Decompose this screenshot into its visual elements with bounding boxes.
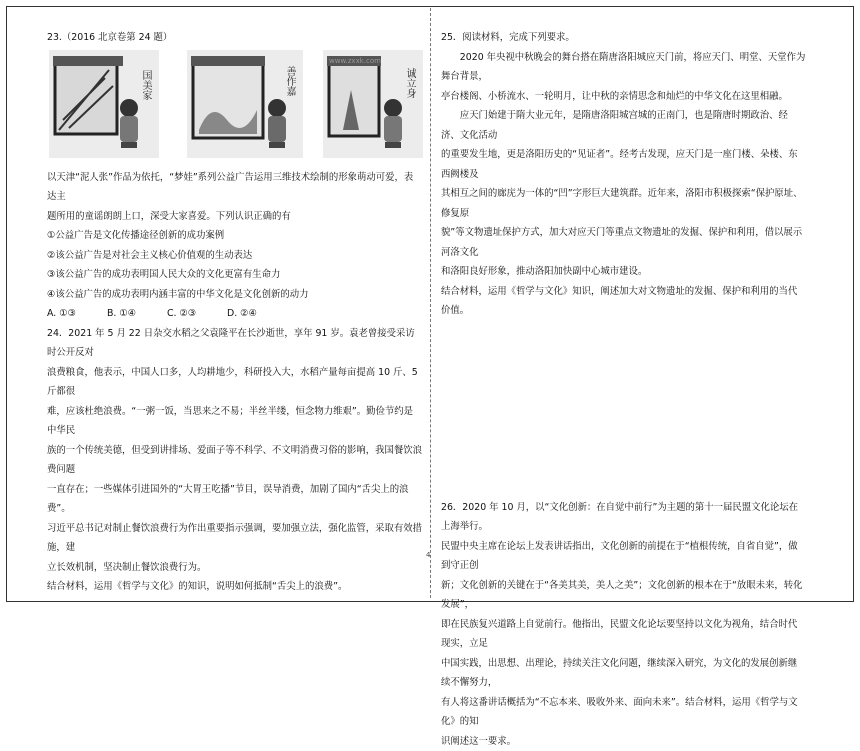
q23-image-1 <box>49 50 159 158</box>
q23-choice: ①公益广告是文化传播途径创新的成功案例 <box>47 226 422 246</box>
option-d: D. ②④ <box>227 304 287 324</box>
q23-choice: ④该公益广告的成功表明内涵丰富的中华文化是文化创新的动力 <box>47 285 422 305</box>
ad-frame-image <box>49 50 159 158</box>
image-watermark: www.zxxk.com <box>329 52 381 72</box>
q25-line: 亭台楼阁、小桥流水、一轮明月，让中秋的亲情思念和灿烂的中华文化在这里相融。 <box>441 87 806 107</box>
q26-line: 中国实践，出思想、出理论，持续关注文化问题，继续深入研究，为文化的发展创新继续不懈努力， <box>441 654 806 693</box>
q24-line: 24．2021 年 5 月 22 日杂交水稻之父袁隆平在长沙逝世，享年 91 岁。袁老曾接受采访时公开反对 <box>47 324 422 363</box>
q25-line: 结合材料，运用《哲学与文化》知识，阐述加大对文物遗址的发掘、保护和利用的当代价值。 <box>441 282 806 321</box>
q24-line: 立长效机制，坚决制止餐饮浪费行为。 <box>47 558 422 578</box>
q24-line: 结合材料，运用《哲学与文化》的知识，说明如何抵制“舌尖上的浪费”。 <box>47 577 422 597</box>
q26-line: 新；文化创新的关键在于“各美其美，美人之美”；文化创新的根本在于“放眼未来，转化发展”， <box>441 576 806 615</box>
q24-line: 族的一个传统美德，但受到讲排场、爱面子等不科学、不文明消费习俗的影响，我国餐饮浪费问题 <box>47 441 422 480</box>
option-b: B. ①④ <box>107 304 167 324</box>
image-caption-chars: 诚立身 <box>400 68 420 98</box>
q23-illustrations <box>47 50 422 162</box>
q25-line: 的重要发生地，更是洛阳历史的“见证者”。经考古发现，应天门是一座门楼、朵楼、东西阙楼及 <box>441 145 806 184</box>
q25-line: 貌”等文物遗址保护方式，加大对应天门等重点文物遗址的发掘、保护和利用，借以展示河洛文化 <box>441 223 806 262</box>
option-c: C. ②③ <box>167 304 227 324</box>
q25-line: 其相互之间的廊庑为一体的“凹”字形巨大建筑群。近年来，洛阳市积极探索“保护原址、修复原 <box>441 184 806 223</box>
q23-choice: ②该公益广告是对社会主义核心价值观的生动表达 <box>47 246 422 266</box>
image-caption-chars: 善作嘉 <box>280 66 300 96</box>
q25-line: 和洛阳良好形象，推动洛阳加快副中心城市建设。 <box>441 262 806 282</box>
q26-line: 识阐述这一要求。 <box>441 732 806 751</box>
answer-space <box>441 321 806 498</box>
q25-line: 2020 年央视中秋晚会的舞台搭在隋唐洛阳城应天门前，将应天门、明堂、天堂作为舞台背景， <box>441 48 806 87</box>
q23-choice: ③该公益广告的成功表明国人民大众的文化更富有生命力 <box>47 265 422 285</box>
q26-line: 有人将这番讲话概括为“不忘本来、吸收外来、面向未来”。结合材料，运用《哲学与文化》的知 <box>441 693 806 732</box>
column-divider <box>430 8 431 598</box>
q24-line: 浪费粮食，他表示，中国人口多，人均耕地少，科研投入大，水稻产量每亩提高 10 斤、5 斤都很 <box>47 363 422 402</box>
q24-line: 一直存在；一些媒体引进国外的“大胃王吃播”节目，误导消费，加剧了国内“舌尖上的浪费”。 <box>47 480 422 519</box>
left-column <box>47 28 422 597</box>
q26-line: 即在民族复兴道路上自觉前行。他指出，民盟文化论坛要坚持以文化为视角，结合时代现实，立足 <box>441 615 806 654</box>
q23-answer-options <box>47 304 422 324</box>
image-caption-chars: 国美家 <box>136 70 156 100</box>
page-number: 4 <box>426 551 430 559</box>
q25-line: 25．阅读材料，完成下列要求。 <box>441 28 806 48</box>
right-column <box>441 28 806 751</box>
q23-image-2 <box>187 50 303 158</box>
q23-body-line: 以天津“泥人张”作品为依托，“梦娃”系列公益广告运用三维技术绘制的形象萌动可爱，表达主 <box>47 168 422 207</box>
option-a: A. ①③ <box>47 304 107 324</box>
q24-line: 习近平总书记对制止餐饮浪费行为作出重要指示强调，要加强立法，强化监管，采取有效措施，建 <box>47 519 422 558</box>
q23-body-line: 题所用的童谣朗朗上口，深受大家喜爱。下列认识正确的有 <box>47 207 422 227</box>
q26-line: 26．2020 年 10 月，以“文化创新：在自觉中前行”为主题的第十一届民盟文化论坛在上海举行。 <box>441 498 806 537</box>
q23-header: 23.（2016 北京卷第 24 题） <box>47 28 422 48</box>
q23-image-3 <box>323 50 423 158</box>
q25-line: 应天门始建于隋大业元年，是隋唐洛阳城宫城的正南门，也是隋唐时期政治、经济、文化活动 <box>441 106 806 145</box>
q26-line: 民盟中央主席在论坛上发表讲话指出，文化创新的前提在于“植根传统，自省自觉”，做到守正创 <box>441 537 806 576</box>
q24-line: 难，应该杜绝浪费。“一粥一饭，当思来之不易；半丝半缕，恒念物力维艰”。勤俭节约是中华民 <box>47 402 422 441</box>
